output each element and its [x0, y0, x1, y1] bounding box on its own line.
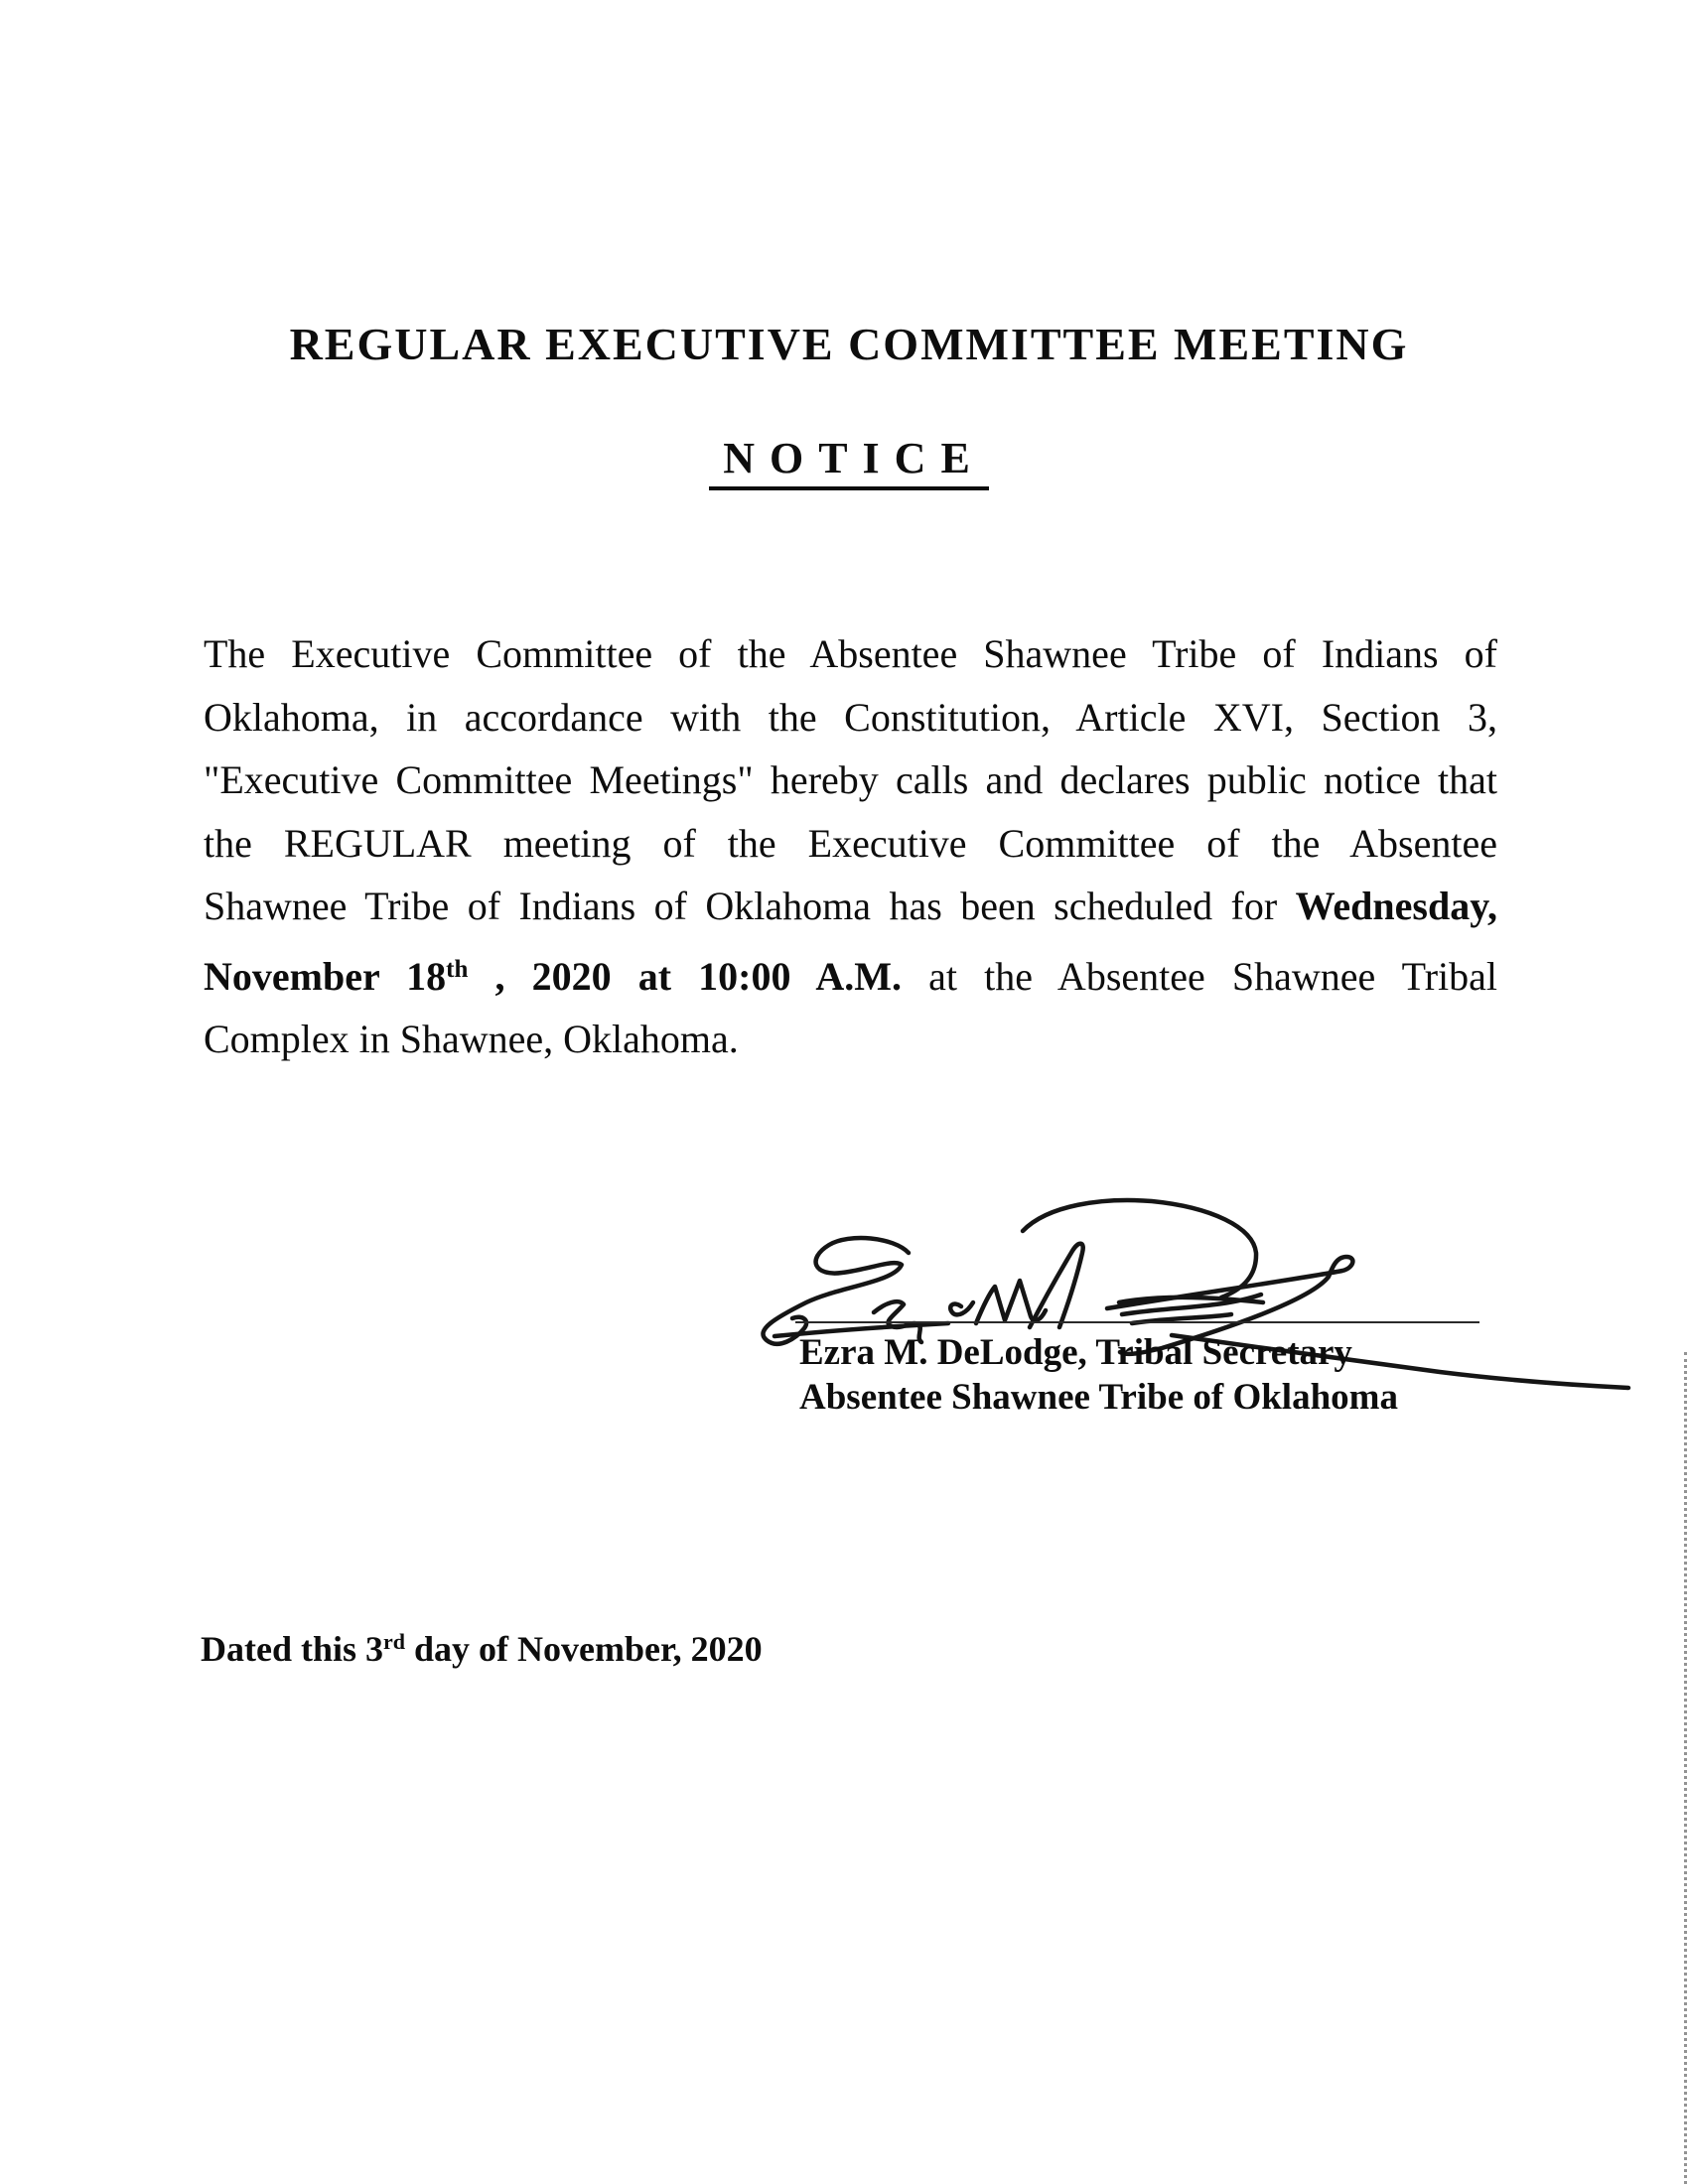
body-line-4: the REGULAR meeting of the Executive Committee of the Absentee: [204, 820, 1497, 866]
signatory-organization: Absentee Shawnee Tribe of Oklahoma: [799, 1377, 1398, 1418]
date-ordinal-superscript: th: [446, 955, 469, 983]
body-line: [204, 812, 1497, 876]
scan-artifact-dotted-line: [1684, 1352, 1687, 2184]
dated-line: [201, 1628, 763, 1670]
body-line-5-text: Shawnee Tribe of Indians of Oklahoma has been scheduled for: [204, 884, 1296, 928]
body-line-2: Oklahoma, in accordance with the Constitution, Article XVI, Section 3,: [204, 694, 1497, 740]
meeting-day-bold: Wednesday,: [1295, 884, 1497, 928]
page-title: REGULAR EXECUTIVE COMMITTEE MEETING: [289, 319, 1409, 369]
body-line-3: "Executive Committee Meetings" hereby calls and declares public notice that: [204, 757, 1497, 802]
notice-body: [204, 622, 1497, 1071]
signature-line: [795, 1321, 1479, 1323]
body-line: [204, 1008, 1497, 1071]
signature-block: [799, 1330, 1398, 1420]
body-line-7: Complex in Shawnee, Oklahoma.: [204, 1017, 739, 1061]
body-line: [204, 749, 1497, 812]
dated-suffix: day of November, 2020: [405, 1629, 763, 1669]
dated-ordinal-superscript: rd: [383, 1629, 406, 1654]
body-line-1: The Executive Committee of the Absentee Shawnee Tribe of Indians of: [204, 631, 1497, 676]
notice-heading: NOTICE: [709, 433, 989, 490]
signatory-name-title: Ezra M. DeLodge, Tribal Secretary: [799, 1332, 1352, 1373]
body-line-6-text: at the Absentee Shawnee Tribal: [902, 953, 1498, 999]
body-line: [204, 622, 1497, 686]
notice-heading-wrap: [204, 433, 1494, 490]
body-line: [204, 938, 1497, 1009]
body-line: [204, 686, 1497, 750]
meeting-time-bold: , 2020 at 10:00 A.M.: [468, 953, 903, 999]
dated-prefix: Dated this 3: [201, 1629, 384, 1669]
body-line: [204, 875, 1497, 938]
meeting-date-bold: November 18: [204, 953, 447, 999]
